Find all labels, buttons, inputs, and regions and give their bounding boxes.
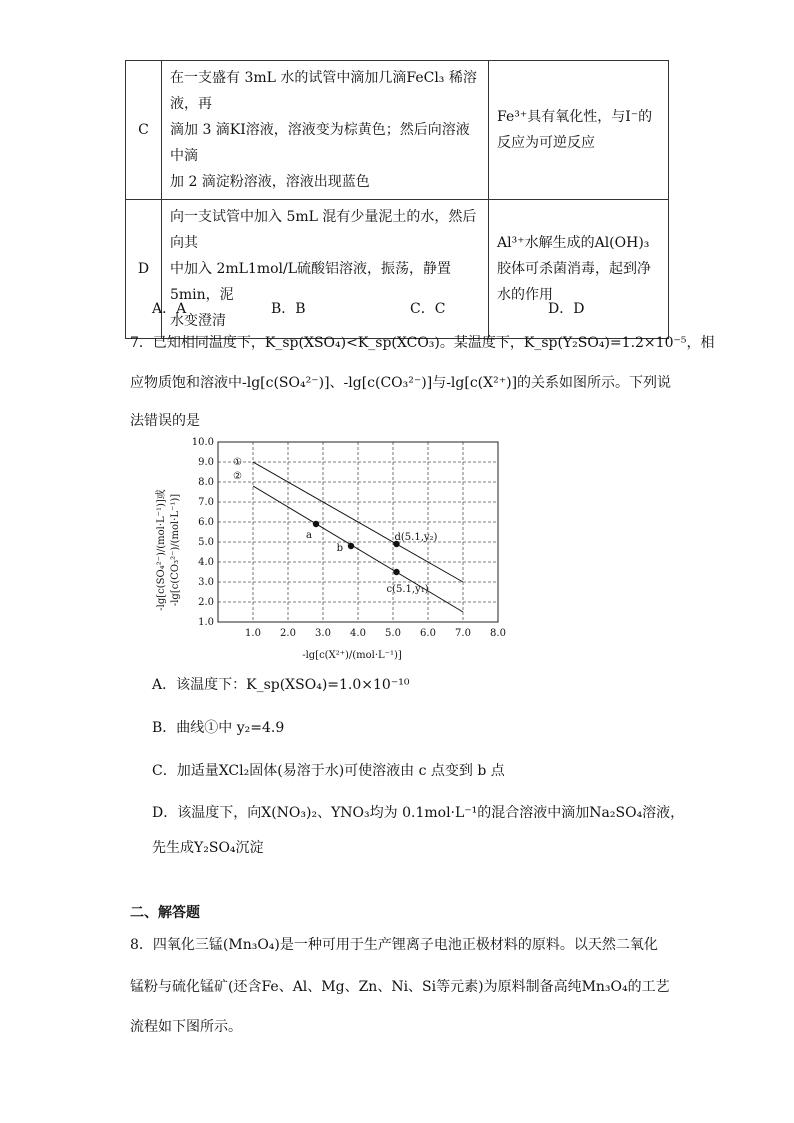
y-tick-label: 7.0: [198, 497, 214, 508]
table-row: [126, 200, 669, 339]
data-point: [393, 569, 399, 575]
q7-line-1: 7．已知相同温度下，K_sp(XSO₄)<K_sp(XCO₃)。某温度下，K_sp(Y₂SO₄)=1.2×10⁻⁵，相: [130, 335, 715, 351]
point-label: a: [306, 530, 312, 541]
x-tick-label: 4.0: [350, 628, 366, 639]
y-axis-label-1: -lg[c(SO₄²⁻)/(mol·L⁻¹)]或: [156, 489, 167, 611]
q7-option-d[interactable]: D．该温度下，向X(NO₃)₂、YNO₃均为 0.1mol·L⁻¹的混合溶液中滴加Na₂SO₄溶液，: [152, 805, 685, 821]
x-tick-label: 1.0: [245, 628, 261, 639]
series-label: ①: [233, 457, 242, 468]
row-label: C: [126, 61, 162, 200]
y-tick-label: 3.0: [198, 577, 214, 588]
q8-line-3: 流程如下图所示。: [130, 1019, 242, 1035]
x-tick-label: 2.0: [280, 628, 296, 639]
q7-line-2: 应物质饱和溶液中-lg[c(SO₄²⁻)]、-lg[c(CO₃²⁻)]与-lg[c(X²⁺)]的关系如图所示。下列说: [130, 375, 672, 391]
point-label: d(5.1,y₂): [394, 532, 438, 543]
section-title: 二、解答题: [130, 905, 200, 921]
y-tick-label: 2.0: [198, 597, 214, 608]
chart: [150, 432, 520, 664]
q8-line-2: 锰粉与硫化锰矿(还含Fe、Al、Mg、Zn、Ni、Si等元素)为原料制备高纯Mn₃O₄的工艺: [130, 979, 670, 995]
y-tick-label: 4.0: [198, 557, 214, 568]
options-table: [125, 60, 669, 339]
q7-option-d-cont: 先生成Y₂SO₄沉淀: [152, 840, 264, 856]
choice-b[interactable]: B．B: [271, 301, 306, 317]
q7-option-a[interactable]: A．该温度下：K_sp(XSO₄)=1.0×10⁻¹⁰: [152, 677, 410, 693]
row-explanation: Al³⁺水解生成的Al(OH)₃ 胶体可杀菌消毒，起到净 水的作用: [489, 200, 669, 339]
q7-option-c[interactable]: C．加适量XCl₂固体(易溶于水)可使溶液由 c 点变到 b 点: [152, 763, 505, 779]
x-tick-label: 7.0: [455, 628, 471, 639]
row-label: D: [126, 200, 162, 339]
choice-c[interactable]: C．C: [410, 301, 446, 317]
data-point: [348, 543, 354, 549]
y-tick-label: 1.0: [198, 617, 214, 628]
choice-a[interactable]: A．A: [152, 301, 187, 317]
row-description: 向一支试管中加入 5mL 混有少量泥土的水，然后向其 中加入 2mL1mol/L硫酸铝溶液，振荡，静置 5min，泥 水变澄清: [162, 200, 489, 339]
y-tick-label: 9.0: [198, 457, 214, 468]
point-label: b: [336, 543, 343, 554]
y-tick-label: 5.0: [198, 537, 214, 548]
x-tick-label: 3.0: [315, 628, 331, 639]
row-description: 在一支盛有 3mL 水的试管中滴加几滴FeCl₃ 稀溶液，再 滴加 3 滴KI溶液，溶液变为棕黄色；然后向溶液中滴 加 2 滴淀粉溶液，溶液出现蓝色: [162, 61, 489, 200]
table-row: [126, 61, 669, 200]
x-tick-label: 5.0: [385, 628, 401, 639]
series-label: ②: [233, 471, 242, 482]
q7-option-b[interactable]: B．曲线①中 y₂=4.9: [152, 720, 285, 736]
x-tick-label: 8.0: [490, 628, 506, 639]
row-explanation: Fe³⁺具有氧化性，与I⁻的 反应为可逆反应: [489, 61, 669, 200]
y-tick-label: 10.0: [191, 437, 214, 448]
x-axis-label: -lg[c(X²⁺)/(mol·L⁻¹)]: [302, 650, 402, 661]
point-label: c(5.1,y₁): [386, 584, 429, 595]
y-axis-label-2: -lg[c(CO₃²⁻)/(mol·L⁻¹)]: [170, 493, 181, 607]
q8-line-1: 8．四氧化三锰(Mn₃O₄)是一种可用于生产锂离子电池正极材料的原料。以天然二氧化: [130, 937, 658, 953]
data-point: [313, 521, 319, 527]
q7-line-3: 法错误的是: [130, 413, 200, 429]
choice-d[interactable]: D．D: [548, 301, 585, 317]
y-tick-label: 6.0: [198, 517, 214, 528]
x-tick-label: 6.0: [420, 628, 436, 639]
y-tick-label: 8.0: [198, 477, 214, 488]
